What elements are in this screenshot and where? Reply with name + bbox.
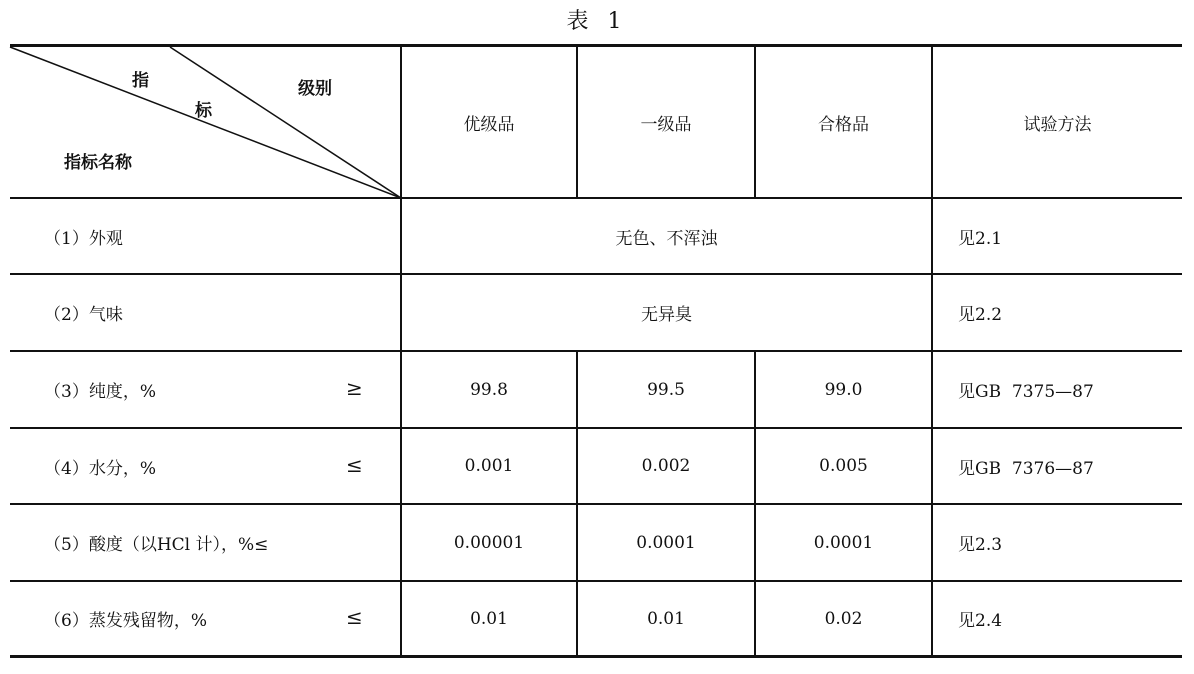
- value-qualified: 99.0: [824, 379, 863, 400]
- value-first-grade: 0.002: [641, 456, 691, 476]
- value-premium: 99.8: [470, 379, 508, 400]
- row-name: （3）纯度，%: [44, 382, 156, 402]
- value-premium: 0.01: [470, 608, 508, 629]
- row-method: 见2.1: [958, 228, 1003, 249]
- row-method: 见GB 7376—87: [958, 458, 1094, 479]
- header-name-label: 指标名称: [64, 153, 132, 173]
- header-premium: 优级品: [463, 114, 515, 135]
- row-method: 见2.4: [958, 611, 1003, 631]
- value-first-grade: 0.0001: [636, 532, 696, 553]
- value-qualified: 0.02: [824, 608, 863, 629]
- merged-value: 无异臭: [641, 305, 692, 325]
- row-name: （4）水分，%: [44, 458, 156, 479]
- header-diag-top: 指: [132, 71, 149, 91]
- header-diag-mid: 标: [195, 101, 212, 121]
- header-level-label: 级别: [298, 79, 332, 99]
- header-qualified: 合格品: [818, 114, 869, 135]
- value-premium: 0.001: [464, 456, 514, 476]
- row-name: （1）外观: [44, 228, 123, 249]
- comparison-sign: ≤: [346, 605, 363, 629]
- row-method: 见2.3: [958, 535, 1003, 555]
- table-caption: 表 1: [566, 9, 628, 34]
- value-first-grade: 0.01: [647, 608, 685, 629]
- header-test-method: 试验方法: [1023, 114, 1092, 135]
- value-qualified: 0.0001: [813, 532, 874, 553]
- merged-value: 无色、不浑浊: [615, 228, 718, 249]
- row-name: （6）蒸发残留物，%: [44, 611, 207, 631]
- row-method: 见GB 7375—87: [958, 382, 1094, 402]
- header-first-grade: 一级品: [640, 114, 692, 135]
- value-first-grade: 99.5: [647, 379, 685, 400]
- value-premium: 0.00001: [453, 532, 525, 553]
- comparison-sign: ≤: [346, 453, 363, 477]
- row-method: 见2.2: [958, 305, 1003, 325]
- row-name: （2）气味: [44, 305, 123, 325]
- comparison-sign: ≥: [346, 376, 363, 400]
- row-name: （5）酸度（以HCl 计），%≤: [44, 535, 269, 555]
- value-qualified: 0.005: [819, 456, 868, 476]
